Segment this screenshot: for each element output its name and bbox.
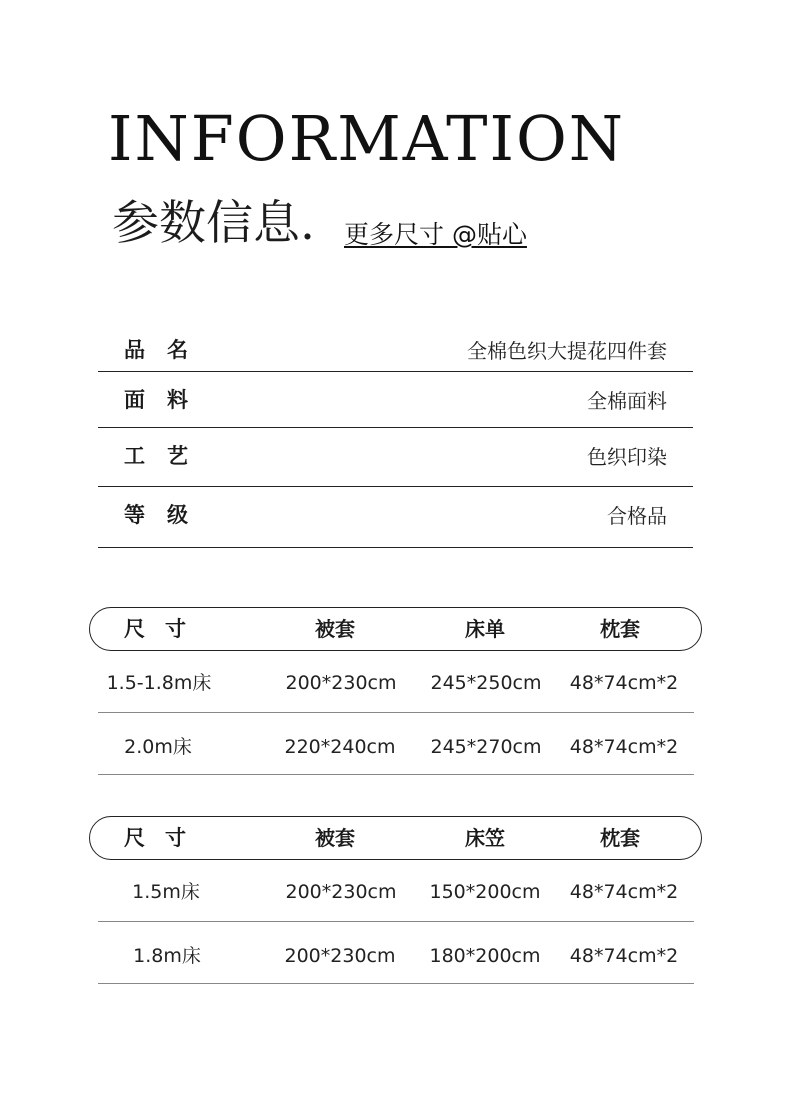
more-sizes-link[interactable]: 更多尺寸 @贴心 bbox=[344, 220, 527, 249]
header-size: 尺寸 bbox=[124, 826, 206, 850]
product-info-list bbox=[98, 322, 693, 548]
info-label: 品名 bbox=[124, 338, 210, 362]
cell-pillowcase: 48*74cm*2 bbox=[569, 881, 679, 903]
info-label: 等级 bbox=[124, 503, 210, 527]
header-sheet: 床单 bbox=[465, 617, 505, 641]
table-row bbox=[98, 713, 694, 775]
info-row-grade bbox=[98, 487, 693, 548]
info-row-fabric bbox=[98, 372, 693, 428]
table-row bbox=[98, 651, 694, 713]
cell-bed-size: 2.0m床 bbox=[124, 736, 192, 758]
info-value: 合格品 bbox=[607, 504, 667, 528]
header-duvet: 被套 bbox=[315, 826, 355, 850]
cell-duvet: 200*230cm bbox=[285, 881, 397, 903]
info-value: 全棉色织大提花四件套 bbox=[467, 339, 667, 363]
size-table-sheet bbox=[89, 607, 702, 775]
info-value: 全棉面料 bbox=[587, 389, 667, 413]
size-table-header bbox=[89, 816, 702, 860]
cell-duvet: 200*230cm bbox=[285, 672, 397, 694]
cell-bed-size: 1.5m床 bbox=[132, 881, 200, 903]
header-fitted-sheet: 床笠 bbox=[465, 826, 505, 850]
info-value: 色织印染 bbox=[587, 445, 667, 469]
hero-title: INFORMATION bbox=[108, 102, 626, 175]
size-table-fitted bbox=[89, 816, 702, 984]
table-row bbox=[98, 860, 694, 922]
header-duvet: 被套 bbox=[315, 617, 355, 641]
size-table-header bbox=[89, 607, 702, 651]
cell-fitted-sheet: 150*200cm bbox=[429, 881, 541, 903]
hero-subtitle: 参数信息. bbox=[112, 196, 315, 251]
header-size: 尺寸 bbox=[124, 617, 206, 641]
cell-bed-size: 1.5-1.8m床 bbox=[106, 672, 212, 694]
info-label: 工艺 bbox=[124, 444, 210, 468]
cell-duvet: 220*240cm bbox=[284, 736, 396, 758]
cell-sheet: 245*270cm bbox=[430, 736, 542, 758]
cell-fitted-sheet: 180*200cm bbox=[429, 945, 541, 967]
header-pillowcase: 枕套 bbox=[600, 826, 640, 850]
info-label: 面料 bbox=[124, 388, 210, 412]
info-row-craft bbox=[98, 428, 693, 487]
info-row-name bbox=[98, 322, 693, 372]
cell-sheet: 245*250cm bbox=[430, 672, 542, 694]
cell-pillowcase: 48*74cm*2 bbox=[569, 672, 679, 694]
table-row bbox=[98, 922, 694, 984]
header-pillowcase: 枕套 bbox=[600, 617, 640, 641]
cell-pillowcase: 48*74cm*2 bbox=[569, 736, 679, 758]
cell-duvet: 200*230cm bbox=[284, 945, 396, 967]
cell-bed-size: 1.8m床 bbox=[133, 945, 201, 967]
cell-pillowcase: 48*74cm*2 bbox=[569, 945, 679, 967]
